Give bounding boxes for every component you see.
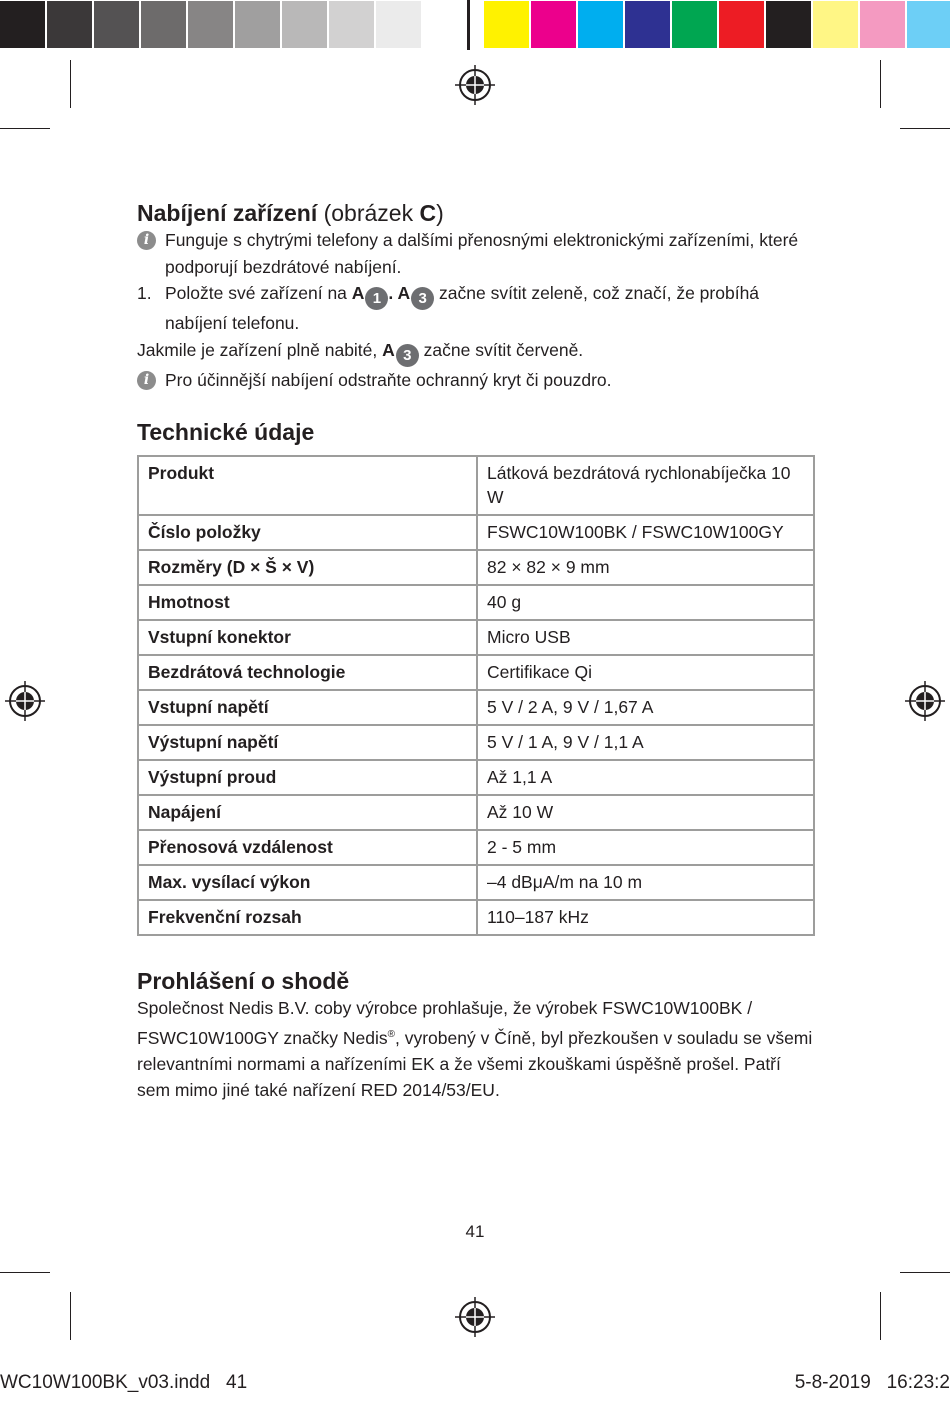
table-row <box>138 830 814 865</box>
spec-value: Až 10 W <box>477 795 814 830</box>
info-note <box>137 227 817 280</box>
badge-1-icon: 1 <box>365 287 388 310</box>
step-1: 1. Položte své zařízení na A 1 . A 3 začne svítit zeleně, což značí, že probíhá nabíjení telefonu. <box>137 280 817 337</box>
full-charge-text: Jakmile je zařízení plně nabité, A 3 začne svítit červeně. <box>137 337 817 367</box>
color-swatch <box>531 1 576 48</box>
badge-3-icon: 3 <box>411 287 434 310</box>
table-row <box>138 456 814 515</box>
registration-mark-icon <box>904 680 946 722</box>
info-icon: i <box>137 231 156 250</box>
charging-heading: Nabíjení zařízení (obrázek C) <box>137 200 444 226</box>
spec-value: 5 V / 2 A, 9 V / 1,67 A <box>477 690 814 725</box>
table-row <box>138 725 814 760</box>
declaration-text: Společnost Nedis B.V. coby výrobce prohlašuje, že výrobek FSWC10W100BK / FSWC10W100GY značky Nedis®, vyrobený v Číně, byl přezkoušen v souladu se všemi relevantními normami a nařízeními EK a že všemi zkouškami úspěšně prošel. Patří sem mimo jiné také nařízení RED 2014/53/EU. <box>137 998 813 1101</box>
spec-key: Vstupní konektor <box>138 620 477 655</box>
registration-mark-icon <box>4 680 46 722</box>
color-swatch <box>625 1 670 48</box>
spec-key: Přenosová vzdálenost <box>138 830 477 865</box>
table-row <box>138 655 814 690</box>
spec-key: Vstupní napětí <box>138 690 477 725</box>
color-swatch <box>719 1 764 48</box>
info-text: Funguje s chytrými telefony a dalšími přenosnými elektronickými zařízeními, které podporují bezdrátové nabíjení. <box>165 230 799 277</box>
crop-mark <box>70 60 71 108</box>
spec-key: Frekvenční rozsah <box>138 900 477 935</box>
specs-heading: Technické údaje <box>137 419 315 445</box>
spec-key: Max. vysílací výkon <box>138 865 477 900</box>
specs-table <box>137 455 815 936</box>
slug-datetime: 5-8-2019 16:23:2 <box>794 1372 950 1393</box>
page-content <box>137 196 817 1104</box>
spec-key: Výstupní napětí <box>138 725 477 760</box>
spec-key: Rozměry (D × Š × V) <box>138 550 477 585</box>
spec-value: –4 dBμA/m na 10 m <box>477 865 814 900</box>
slug-filename: WC10W100BK_v03.indd 41 <box>0 1372 248 1393</box>
table-row <box>138 865 814 900</box>
spec-value: Micro USB <box>477 620 814 655</box>
color-swatch <box>907 1 950 48</box>
spec-value: 5 V / 1 A, 9 V / 1,1 A <box>477 725 814 760</box>
table-row <box>138 585 814 620</box>
spec-value: FSWC10W100BK / FSWC10W100GY <box>477 515 814 550</box>
spec-value: Až 1,1 A <box>477 760 814 795</box>
page-number: 41 <box>465 1222 485 1241</box>
spec-key: Napájení <box>138 795 477 830</box>
registration-mark-icon <box>454 64 496 106</box>
spec-key: Číslo položky <box>138 515 477 550</box>
crop-mark <box>0 1272 50 1273</box>
crop-mark <box>900 128 950 129</box>
crop-mark <box>880 60 881 108</box>
spec-key: Hmotnost <box>138 585 477 620</box>
spec-value: 110–187 kHz <box>477 900 814 935</box>
crop-mark <box>0 128 50 129</box>
color-swatch <box>860 1 905 48</box>
info-text: Pro účinnější nabíjení odstraňte ochranný kryt či pouzdro. <box>165 369 612 390</box>
color-swatch <box>672 1 717 48</box>
color-swatch <box>813 1 858 48</box>
info-note <box>137 367 817 394</box>
info-icon: i <box>137 371 156 390</box>
table-row <box>138 900 814 935</box>
color-swatch <box>484 1 529 48</box>
table-row <box>138 620 814 655</box>
registration-mark-icon <box>454 1296 496 1338</box>
table-row <box>138 795 814 830</box>
spec-value: Látková bezdrátová rychlonabíječka 10 W <box>477 456 814 515</box>
step-number: 1. <box>137 283 152 303</box>
badge-3-icon: 3 <box>396 344 419 367</box>
spec-value: 40 g <box>477 585 814 620</box>
spec-value: 2 - 5 mm <box>477 830 814 865</box>
spec-key: Bezdrátová technologie <box>138 655 477 690</box>
spec-key: Výstupní proud <box>138 760 477 795</box>
crop-mark <box>70 1292 71 1340</box>
spec-key: Produkt <box>138 456 477 515</box>
table-row <box>138 515 814 550</box>
color-swatch <box>766 1 811 48</box>
table-row <box>138 760 814 795</box>
color-swatch <box>578 1 623 48</box>
crop-mark <box>900 1272 950 1273</box>
declaration-heading: Prohlášení o shodě <box>137 968 350 994</box>
table-row <box>138 690 814 725</box>
spec-value: Certifikace Qi <box>477 655 814 690</box>
crop-mark <box>880 1292 881 1340</box>
spec-value: 82 × 82 × 9 mm <box>477 550 814 585</box>
table-row <box>138 550 814 585</box>
